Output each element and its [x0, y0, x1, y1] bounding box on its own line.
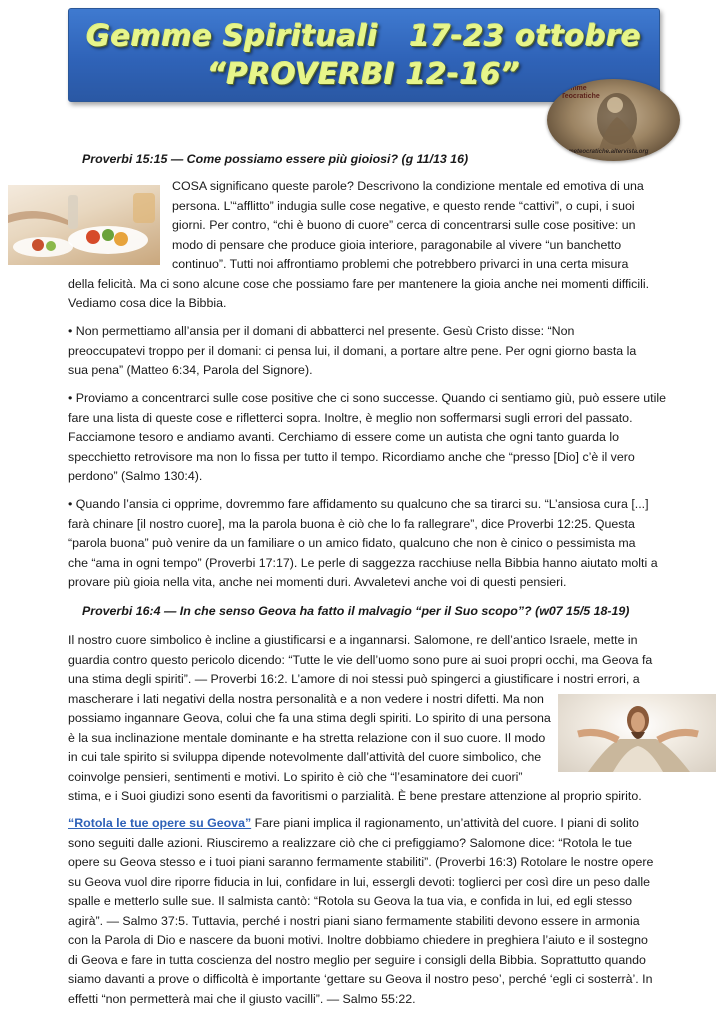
s2-p1-line-5: possiamo ingannare Geova, colui che fa una stima degli spiriti. Lo spirito di una persona	[68, 711, 551, 725]
s2-p1-line-1: Il nostro cuore simbolico è incline a giustificarsi e a ingannarsi. Salomone, re dell’antico Israele, mette in	[68, 633, 638, 647]
s1-p2-line-1: • Non permettiamo all’ansia per il domani di abbatterci nel presente. Gesù Cristo disse: “Non	[68, 324, 575, 338]
s1-p4-line-1: • Quando l’ansia ci opprime, dovremmo fare affidamento su qualcuno che sa tirarci su. “L’ansiosa cura [...]	[68, 497, 649, 511]
dinner-table-photo	[8, 185, 160, 265]
rotola-highlight-phrase: “Rotola le tue opere su Geova”	[68, 816, 252, 830]
banner-title-line-2: “PROVERBI 12-16”	[207, 57, 521, 91]
logo-url: gemmeteocratiche.altervista.org	[556, 149, 649, 155]
s2-p2-line-7: con la Parola di Dio e nascere da buoni motivi. Inoltre dobbiamo chiedere in preghiera l’aiuto e il sostegno	[68, 933, 648, 947]
s1-p1-line-3: giorni. Per contro, “chi è buono di cuore” cerca di concentrarsi sulle cose positive: un	[172, 218, 636, 232]
s1-p1-line-7: Vediamo cosa dice la Bibbia.	[68, 296, 227, 310]
s1-p1-line-6: della felicità. Ma ci sono alcune cose che possiamo fare per mantenere la gioia anche nei momenti difficili.	[68, 276, 650, 291]
s1-p1-line-4: modo di pensare che produce gioia interiore, paragonabile al vivere “un banchetto	[172, 237, 622, 252]
s2-p1-line-4: mascherare i lati negativi della nostra personalità e a non vedere i nostri difetti. Ma non	[68, 691, 544, 706]
s1-p2-line-2: preoccupatevi troppo per il domani: ci pensa lui, il domani, a portare altre pene. Per ogni giorno basta la	[68, 343, 637, 358]
s1-p3-line-2: fare una lista di queste cose e rifletterci sopra. Inoltre, è meglio non soffermarsi sugli errori del passato.	[68, 410, 633, 425]
s2-p1-line-7: in cui tale spirito si sviluppa dipende notevolmente dall’attività del cuore simbolico, che	[68, 750, 542, 764]
s1-p4-line-5: provare più gioia nella vita, anche nei momenti duri. Avvaletevi anche voi di questi pensieri.	[68, 575, 567, 589]
s1-p1-line-5: continuo”. Tutti noi affrontiamo problemi che potrebbero privarci in una certa misura	[172, 257, 629, 271]
gemme-teocratiche-logo	[547, 79, 680, 161]
s1-p4-line-3: “parola buona” può venire da un familiare o un amico fidato, qualcuno che non è cinico o pessimista ma	[68, 536, 636, 550]
s2-p2-line-1-rest: Fare piani implica il ragionamento, un’attività del cuore. I piani di solito	[251, 816, 639, 830]
s1-p3-line-3: Facciamone tesoro e andiamo avanti. Cerchiamo di essere come un autista che ogni tanto guarda lo	[68, 430, 620, 444]
s1-p3-line-4: specchietto retrovisore ma non lo fissa per tutto il tempo. Ricordiamo anche che “presso [Dio] c’è il vero	[68, 449, 635, 464]
s1-p1-line-1: COSA significano queste parole? Descrivono la condizione mentale ed emotiva di una	[172, 179, 644, 193]
s2-p2-line-6: agirà”. — Salmo 37:5. Tuttavia, perché i nostri piani siano fermamente stabiliti devono essere in armonia	[68, 913, 640, 928]
s2-p2-line-10: effetti “non permetterà mai che il giusto vacilli”. — Salmo 55:22.	[68, 991, 416, 1006]
banner-title-line-1: Gemme Spirituali 17-23 ottobre	[86, 19, 642, 53]
s2-p2-line-5: spalle e metterlo sulle sue. Il salmista cantò: “Rotola su Geova la tua via, e confida in lui, ed egli stesso	[68, 894, 633, 908]
s1-p4-line-4: che “ama in ogni tempo” (Proverbi 17:17). Le perle di saggezza racchiuse nella Bibbia hanno aiutato molti a	[68, 555, 658, 570]
s2-p1-line-3: una stima degli spiriti”. — Proverbi 16:2. L’amore di noi stessi può spingerci a giustificare i nostri errori, a	[68, 672, 640, 686]
s2-p2-line-3: opere su Geova stesso e i tuoi piani saranno fermamente stabiliti”. (Proverbi 16:3) Rotolare le nostre opere	[68, 855, 654, 869]
s2-p1-line-8: coinvolge pensieri, sentimenti e motivi. Lo spirito è ciò che “l’esaminatore dei cuori”	[68, 769, 523, 784]
s2-p2-line-4: su Geova vuol dire riporre fiducia in lui, confidare in lui, essergli devoti: toglierci per così dire un peso dalle	[68, 874, 650, 889]
food-illustration-icon	[8, 185, 160, 265]
s2-p1-line-9: stima, e i Suoi giudizi sono esenti da favoritismi o parzialità. È bene prestare attenzione al proprio spirito.	[68, 789, 642, 803]
s1-p3-line-1: • Proviamo a concentrarci sulle cose positive che ci sono successe. Quando ci sentiamo giù, può essere utile	[68, 391, 667, 405]
section-2-heading: Proverbi 16:4 — In che senso Geova ha fatto il malvagio “per il Suo scopo”? (w07 15/5 18-19)	[82, 604, 630, 618]
s2-p2-line-2: sono seguiti dalle azioni. Riusciremo a realizzare ciò che ci prefiggiamo? Salomone dice: “Rotola le tue	[68, 835, 633, 850]
s1-p1-line-2: persona. L’“afflitto” indugia sulle cose negative, e questo rende “cattivi”, o cupi, i suoi	[172, 198, 635, 213]
logo-text-line-2: Teocratiche	[561, 93, 600, 100]
s1-p4-line-2: farà chinare [il nostro cuore], ma la parola buona è ciò che lo fa rallegrare”, dice Proverbi 12:25. Questa	[68, 516, 635, 531]
jesus-figure-photo	[558, 694, 716, 772]
s2-p1-line-6: è la sua inclinazione mentale dominante e ha stretta relazione con il suo cuore. Il modo	[68, 730, 546, 745]
s2-p2-line-8: di Geova e fare in tutta coscienza del nostro meglio per seguire i consigli della Bibbia. Soprattutto quando	[68, 952, 646, 967]
s2-p1-line-2: guardia contro questo pericolo dicendo: “Tutte le vie dell’uomo sono pure ai suoi propri occhi, ma Geova fa	[68, 652, 653, 667]
praying-figure-icon	[558, 694, 716, 772]
logo-text-line-1: Gemme	[561, 85, 587, 92]
s2-p2-line-1	[68, 814, 639, 834]
section-1-heading: Proverbi 15:15 — Come possiamo essere più gioiosi? (g 11/13 16)	[82, 152, 469, 166]
s1-p3-line-5: perdono” (Salmo 130:4).	[68, 469, 203, 483]
s1-p2-line-3: sua pena” (Matteo 6:34, Parola del Signore).	[68, 363, 313, 377]
s2-p2-line-9: siamo davanti a prove o difficoltà è importante ‘gettare su Geova il nostro peso’, perché ‘egli ci sosterrà’. In	[68, 972, 653, 986]
